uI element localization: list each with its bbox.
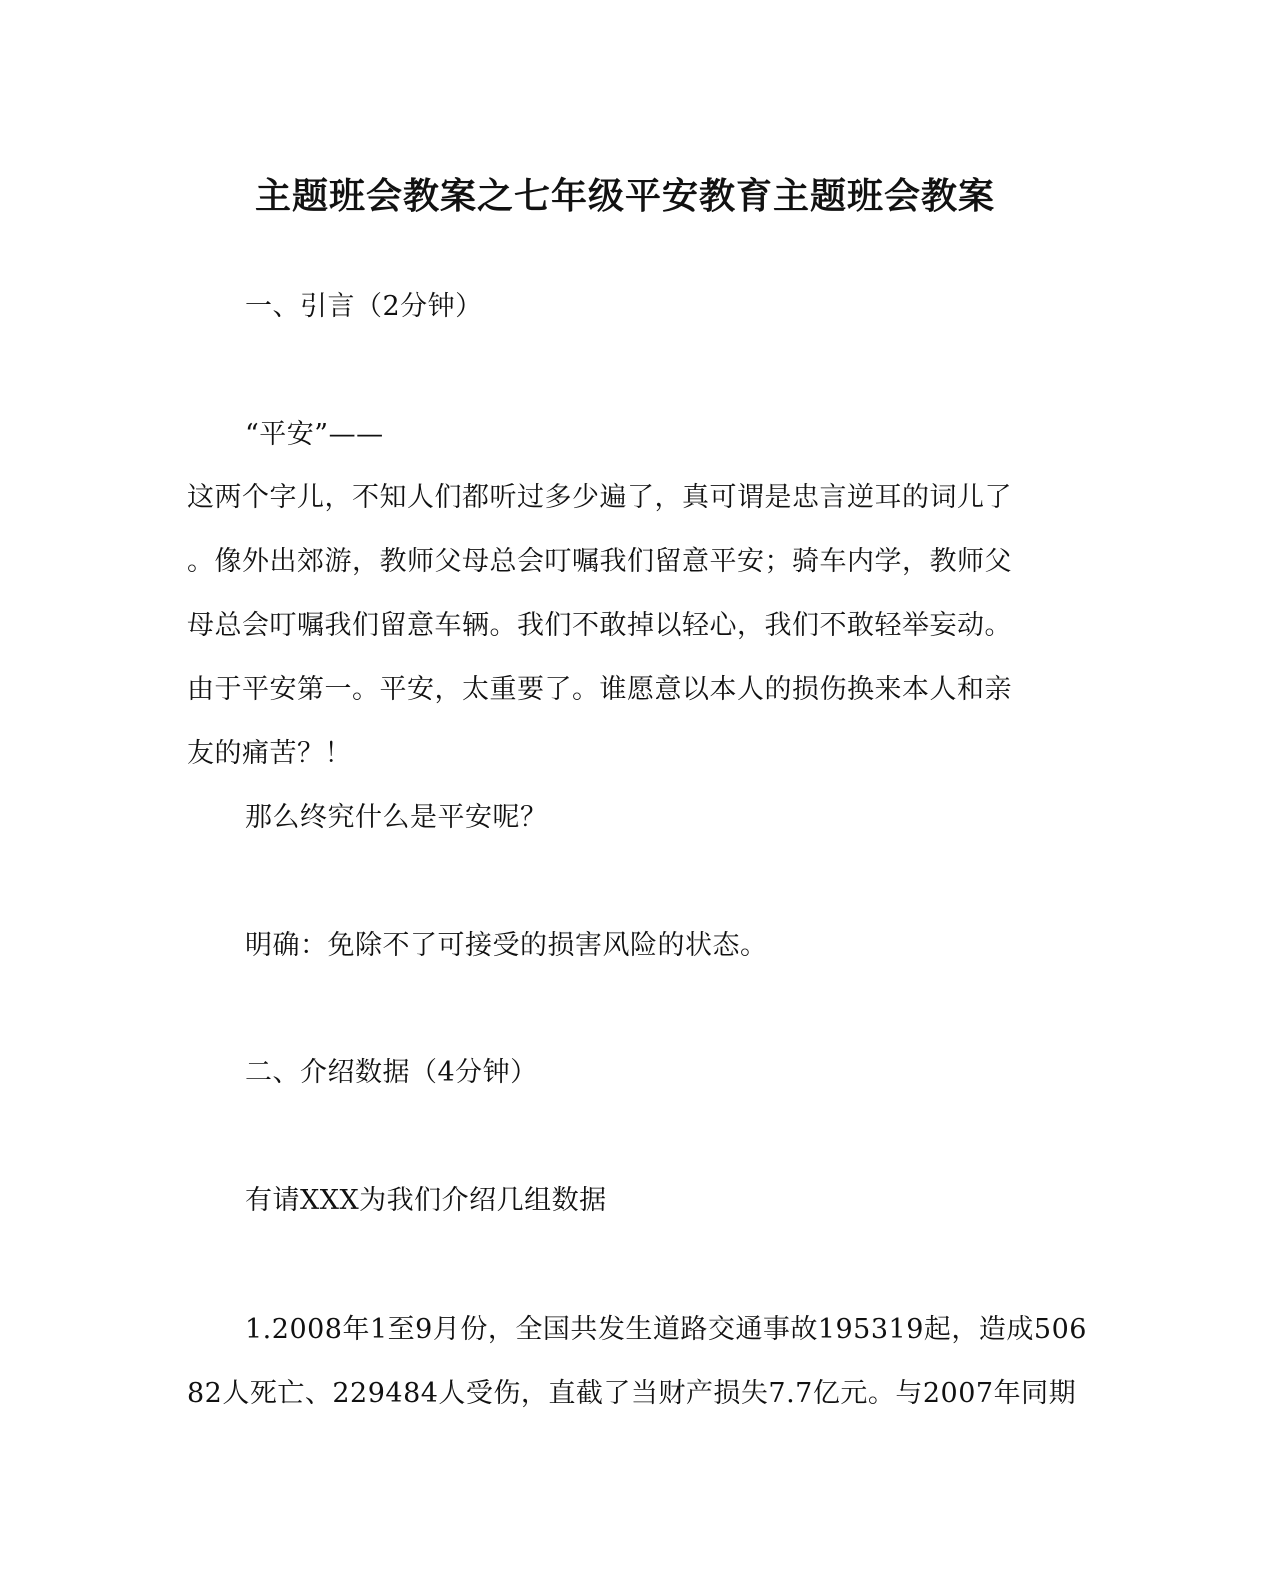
paragraph-line: 母总会叮嘱我们留意车辆。我们不敢掉以轻心，我们不敢轻举妄动。	[187, 610, 1012, 641]
quote-line: “平安”——	[245, 419, 384, 450]
paragraph-line: 。像外出郊游，教师父母总会叮嘱我们留意平安；骑车内学，教师父	[187, 546, 1012, 577]
section-heading-data: 二、介绍数据（4分钟）	[245, 1057, 538, 1088]
section-heading-introduction: 一、引言（2分钟）	[245, 291, 483, 322]
paragraph-line: 这两个字儿，不知人们都听过多少遍了，真可谓是忠言逆耳的词儿了	[187, 482, 1012, 513]
intro-line: 有请XXX为我们介绍几组数据	[245, 1185, 607, 1216]
data-line: 82人死亡、229484人受伤，直截了当财产损失7.7亿元。与2007年同期	[187, 1378, 1077, 1409]
paragraph-line: 友的痛苦？！	[187, 738, 352, 769]
document-title: 主题班会教案之七年级平安教育主题班会教案	[254, 175, 995, 217]
paragraph-line: 由于平安第一。平安，太重要了。谁愿意以本人的损伤换来本人和亲	[187, 674, 1012, 705]
question-line: 那么终究什么是平安呢？	[245, 802, 548, 833]
data-line: 1.2008年1至9月份，全国共发生道路交通事故195319起，造成506	[245, 1314, 1087, 1345]
answer-line: 明确：免除不了可接受的损害风险的状态。	[245, 930, 768, 961]
